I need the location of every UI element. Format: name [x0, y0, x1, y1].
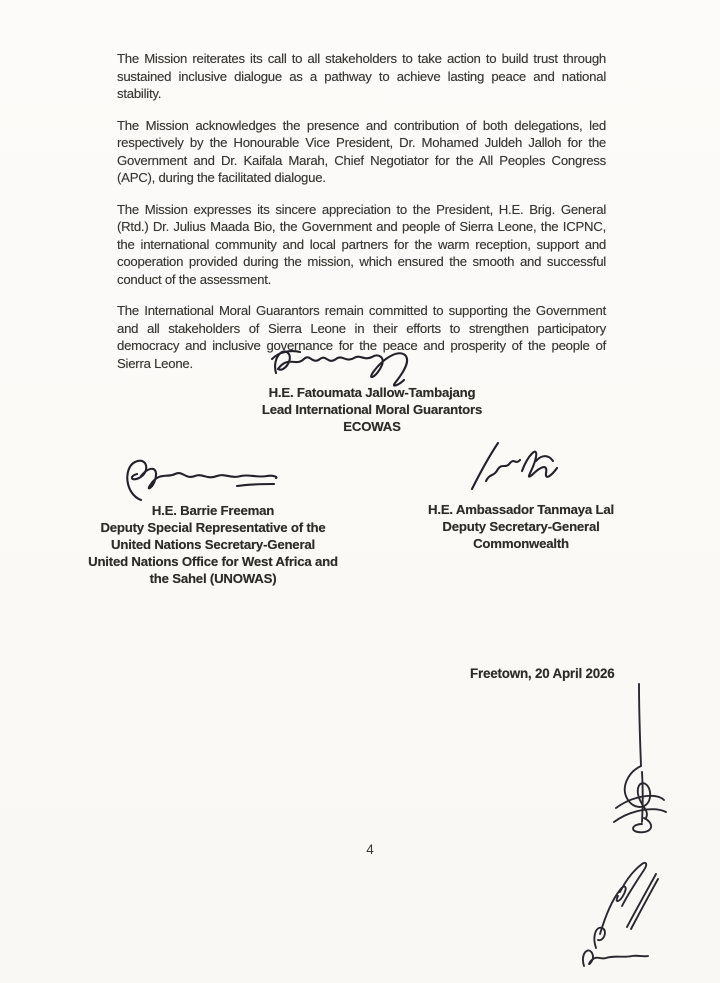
pen-scribble-corner-icon	[576, 856, 666, 980]
paragraph-1: The Mission reiterates its call to all stakeholders to take action to build trust through sustained inclusive dialogue as a pathway to achieve lasting peace and national stability.	[117, 51, 606, 101]
signatory-title-left-4: the Sahel (UNOWAS)	[149, 571, 277, 586]
paragraph-3: The Mission expresses its sincere appreciation to the President, H.E. Brig. General (Rtd.) Dr. Julius Maada Bio, the Government and people of Sierra Leone, the ICPNC, the international community and local partners for the warm reception, support and cooperation provided during the mission, which ensured the smooth and successful conduct of the assessment.	[117, 201, 606, 287]
body-text	[117, 50, 606, 386]
signatory-title-left-3: United Nations Office for West Africa and	[88, 554, 338, 569]
signatory-title-right-2: Commonwealth	[473, 536, 569, 551]
page-number: 4	[366, 842, 374, 857]
signatory-name-center: H.E. Fatoumata Jallow-Tambajang	[268, 385, 476, 400]
pen-scribble-vertical-icon	[606, 682, 678, 842]
place-date-line: Freetown, 20 April 2026	[470, 666, 615, 681]
paragraph-4: The International Moral Guarantors remain committed to supporting the Government and all stakeholders of Sierra Leone in their efforts to strengthen participatory democracy and inclusive governance for the peace and prosperity of the people of Sierra Leone.	[117, 303, 606, 371]
signatory-name-left: H.E. Barrie Freeman	[151, 503, 275, 518]
signature-freeman-icon	[115, 456, 283, 506]
signature-lal-icon	[462, 437, 567, 493]
paragraph-2: The Mission acknowledges the presence and contribution of both delegations, led respectively by the Honourable Vice President, Dr. Mohamed Juldeh Jalloh for the Government and Dr. Kaifala Marah, Chief Negotiator for the All Peoples Congress (APC), during the facilitated dialogue.	[117, 117, 606, 185]
signatory-title-right-1: Deputy Secretary-General	[442, 519, 600, 534]
signature-block-unowas	[80, 502, 346, 587]
signatory-name-right: H.E. Ambassador Tanmaya Lal	[428, 502, 614, 517]
signature-block-commonwealth	[408, 501, 634, 552]
signatory-title-left-2: United Nations Secretary-General	[111, 537, 315, 552]
signatory-title-center-2: ECOWAS	[343, 419, 401, 434]
signature-block-ecowas	[240, 384, 504, 435]
signatory-title-center-1: Lead International Moral Guarantors	[261, 402, 483, 417]
signatory-title-left-1: Deputy Special Representative of the	[100, 520, 326, 535]
